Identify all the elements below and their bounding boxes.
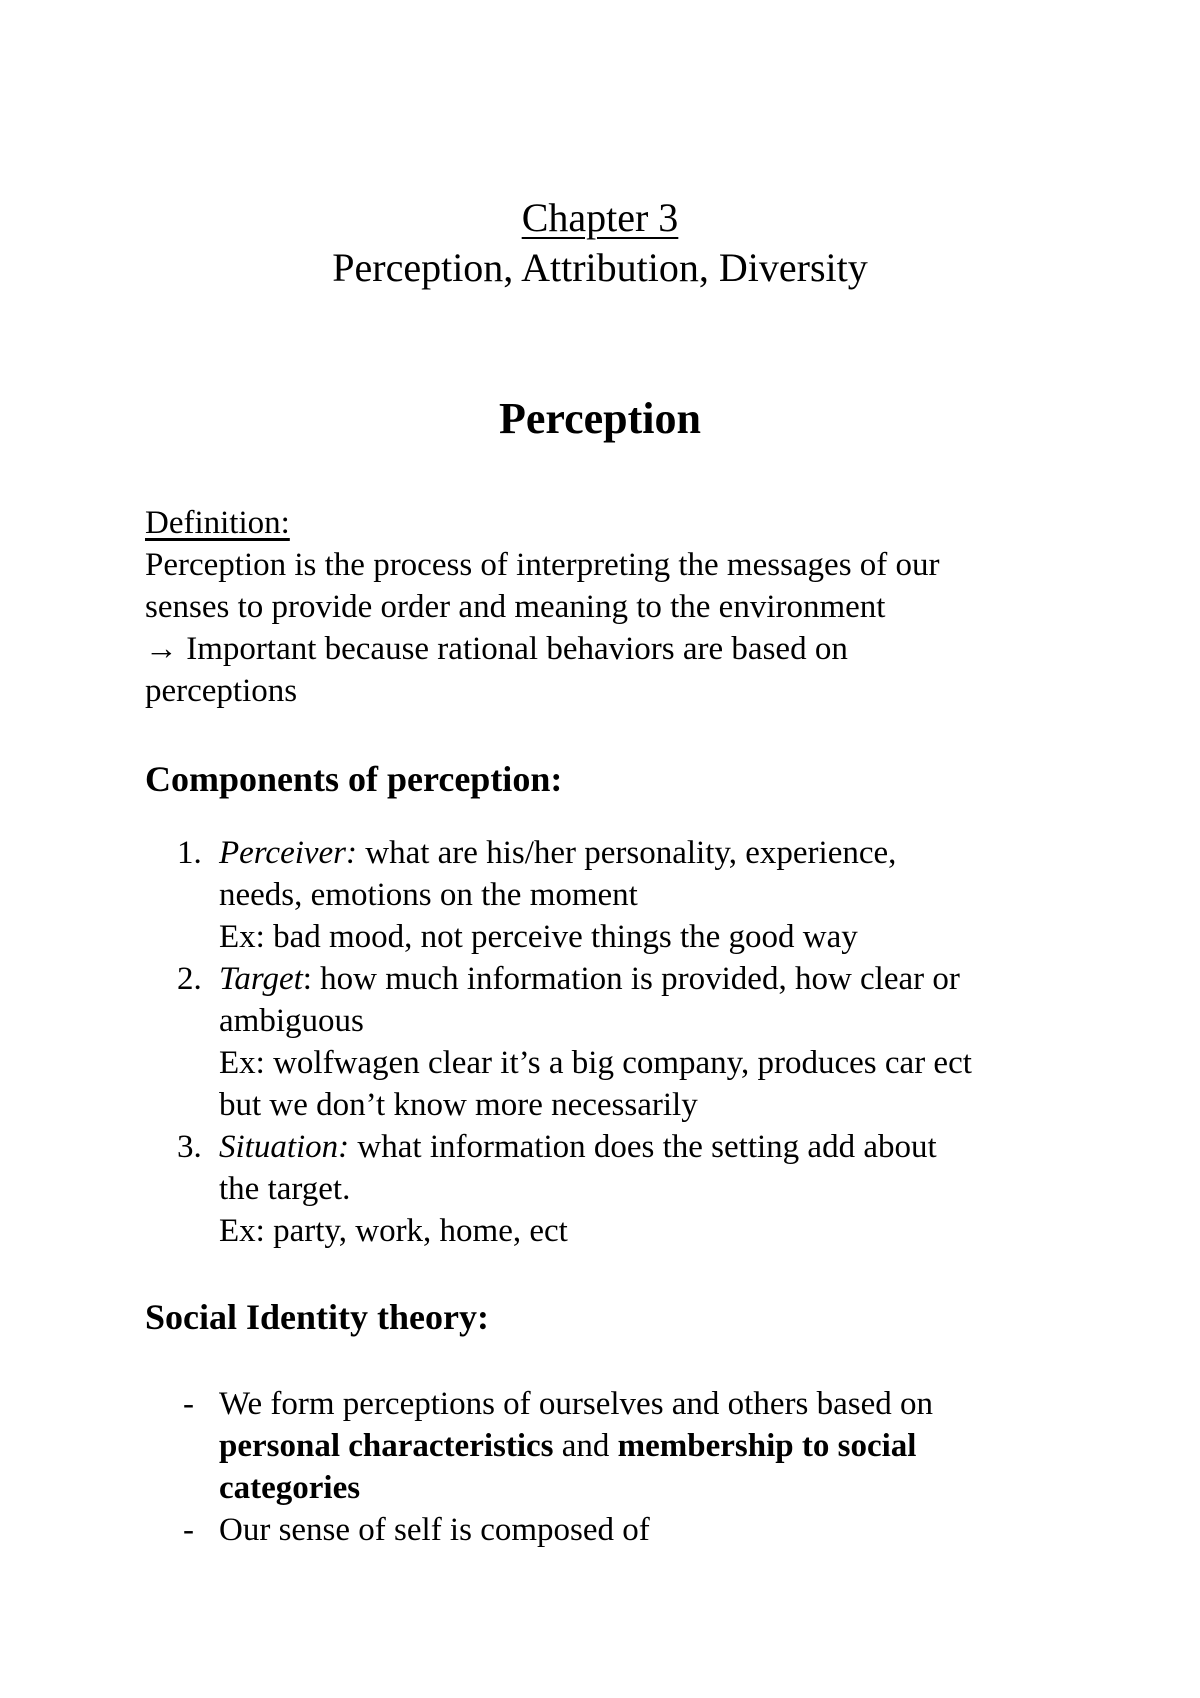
definition-line: senses to provide order and meaning to the environment: [145, 589, 886, 625]
list-item: [145, 1383, 1105, 1509]
list-item-perceiver: [145, 832, 1105, 958]
list-item-text: what are his/her personality, experience,: [357, 835, 897, 871]
list-number: 1.: [177, 835, 202, 871]
main-heading: Perception: [498, 394, 702, 443]
list-item: [145, 1509, 1105, 1551]
list-item-text: Our sense of self is composed of: [219, 1512, 650, 1548]
list-item-text: the target.: [219, 1171, 351, 1207]
list-item-text: : how much information is provided, how clear or: [302, 961, 960, 997]
bold-phrase: personal characteristics: [219, 1428, 554, 1464]
list-item-example: Ex: party, work, home, ect: [219, 1213, 568, 1249]
definition-line: Perception is the process of interpreting the messages of our: [145, 547, 940, 583]
list-item-example: Ex: wolfwagen clear it’s a big company, produces car ect: [219, 1045, 972, 1081]
arrow-right-icon: →: [145, 631, 178, 667]
chapter-subtitle: Perception, Attribution, Diversity: [332, 245, 868, 290]
list-number: 2.: [177, 961, 202, 997]
list-item-situation: [145, 1126, 1105, 1252]
chapter-label: Chapter 3: [521, 195, 679, 240]
definition-note-line: perceptions: [145, 673, 298, 709]
definition-block: [145, 502, 1085, 712]
components-heading: Components of perception:: [145, 759, 563, 799]
social-identity-heading: Social Identity theory:: [145, 1297, 489, 1337]
social-identity-list: [145, 1383, 1105, 1551]
dash-marker: -: [183, 1386, 194, 1422]
list-item-example: but we don’t know more necessarily: [219, 1087, 698, 1123]
list-item-target: [145, 958, 1105, 1126]
list-number: 3.: [177, 1129, 202, 1165]
term-situation: Situation:: [219, 1129, 350, 1165]
list-item-text: needs, emotions on the moment: [219, 877, 638, 913]
list-item-text: We form perceptions of ourselves and others based on: [219, 1386, 933, 1422]
dash-marker: -: [183, 1512, 194, 1548]
components-list: [145, 832, 1105, 1252]
definition-note-text: Important because rational behaviors are based on: [178, 631, 848, 667]
term-perceiver: Perceiver:: [219, 835, 358, 871]
list-item-text: and: [553, 1428, 618, 1464]
definition-note: [145, 628, 1085, 670]
term-target: Target: [219, 961, 303, 997]
bold-phrase: categories: [219, 1470, 361, 1506]
definition-label: Definition:: [145, 505, 290, 541]
list-item-text: what information does the setting add about: [349, 1129, 937, 1165]
list-item-text: ambiguous: [219, 1003, 364, 1039]
list-item-example: Ex: bad mood, not perceive things the good way: [219, 919, 858, 955]
bold-phrase: membership to social: [617, 1428, 917, 1464]
